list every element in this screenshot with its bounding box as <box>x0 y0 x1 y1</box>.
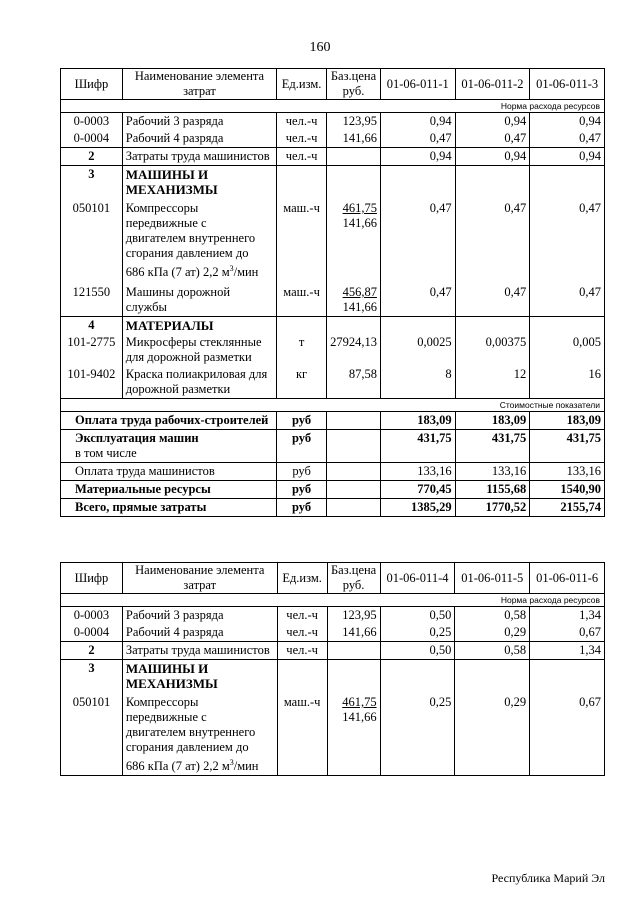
cell-value: 0,47 <box>380 200 455 281</box>
cell-code: 0-0003 <box>61 113 123 131</box>
cell-price: 123,95 <box>327 607 380 625</box>
cell-unit: чел.-ч <box>277 642 327 660</box>
cell-value: 0,25 <box>380 624 455 642</box>
name-line: сгорания давлением до <box>125 740 249 754</box>
name-line: Компрессоры <box>125 695 199 709</box>
summary-row <box>61 463 605 481</box>
name-line: сгорания давлением до <box>125 246 249 260</box>
cost-label-row <box>61 399 605 412</box>
cell-unit: кг <box>277 366 327 399</box>
name-line: 686 кПа (7 ат) 2,2 $м^3$/мин <box>125 264 259 280</box>
cell-value: 0,005 <box>530 334 605 366</box>
header-col-3: 01-06-011-3 <box>530 69 605 100</box>
cell-value: 0,29 <box>455 694 530 776</box>
cell-value: 0,94 <box>530 113 605 131</box>
cell-value: 0,29 <box>455 624 530 642</box>
summary-value: 133,16 <box>455 463 530 481</box>
table-row <box>61 366 605 399</box>
table-row <box>61 317 605 335</box>
cell-value: 1,34 <box>530 642 605 660</box>
cell-code: 0-0004 <box>61 130 123 148</box>
cell-code: 2 <box>61 148 123 166</box>
table-row <box>61 113 605 131</box>
cell-value: 0,50 <box>380 642 455 660</box>
name-line: передвижные с <box>125 216 207 230</box>
cell-unit: чел.-ч <box>277 148 327 166</box>
cell-price: 87,58 <box>327 366 381 399</box>
cell-code: 4 <box>61 317 123 335</box>
cell-code: 101-2775 <box>61 334 123 366</box>
cell-value: 0,94 <box>455 148 530 166</box>
cell-value: 0,94 <box>380 148 455 166</box>
summary-unit: руб <box>277 430 327 463</box>
summary-row <box>61 430 605 463</box>
summary-name: Всего, прямые затраты <box>61 499 277 517</box>
cell-name: Рабочий 4 разряда <box>122 130 276 148</box>
cell-unit: т <box>277 334 327 366</box>
cell-value: 16 <box>530 366 605 399</box>
name-line: двигателем внутреннего <box>125 231 256 245</box>
cell-code: 3 <box>61 166 123 201</box>
table-header-row <box>61 563 605 594</box>
resource-table-2 <box>60 562 605 776</box>
name-line: передвижные с <box>125 710 207 724</box>
cell-name: Краска полиакриловая для дорожной разметки <box>122 366 276 399</box>
header-code: Шифр <box>61 69 123 100</box>
header-name: Наименование элемента затрат <box>122 563 277 594</box>
header-col-1: 01-06-011-4 <box>380 563 455 594</box>
header-unit: Ед.изм. <box>277 69 327 100</box>
cell-value: 0,47 <box>455 200 530 281</box>
cell-value: 0,47 <box>530 200 605 281</box>
header-col-1: 01-06-011-1 <box>380 69 455 100</box>
summary-name: Материальные ресурсы <box>61 481 277 499</box>
cell-price: 123,95 <box>327 113 381 131</box>
cell-value: 1,34 <box>530 607 605 625</box>
cell-value: 0,25 <box>380 694 455 776</box>
cell-value: 0,47 <box>455 130 530 148</box>
table-row <box>61 166 605 201</box>
summary-unit: руб <box>277 481 327 499</box>
summary-row <box>61 481 605 499</box>
summary-row <box>61 499 605 517</box>
cell-value: 0,00375 <box>455 334 530 366</box>
cell-unit: маш.-ч <box>277 694 327 776</box>
cell-code: 050101 <box>61 200 123 281</box>
cell-value: 12 <box>455 366 530 399</box>
cell-price: 141,66 <box>327 624 380 642</box>
cell-name: Затраты труда машинистов <box>122 148 276 166</box>
section-heading: МАТЕРИАЛЫ <box>122 317 276 335</box>
summary-value: 1770,52 <box>455 499 530 517</box>
section-heading: МАШИНЫ И МЕХАНИЗМЫ <box>122 660 277 695</box>
cell-name <box>122 694 277 776</box>
cell-value: 0,58 <box>455 642 530 660</box>
table-row <box>61 660 605 695</box>
summary-value: 431,75 <box>530 430 605 463</box>
cell-name: Микросферы стеклянные для дорожной разметки <box>122 334 276 366</box>
cell-name: Затраты труда машинистов <box>122 642 277 660</box>
summary-value: 183,09 <box>530 412 605 430</box>
table-row <box>61 200 605 281</box>
summary-unit: руб <box>277 499 327 517</box>
cell-price: 461,75 141,66 <box>327 694 380 776</box>
table-header-row <box>61 69 605 100</box>
table-row <box>61 281 605 317</box>
cell-value: 0,47 <box>380 281 455 317</box>
cell-value: 0,50 <box>380 607 455 625</box>
page-number: 160 <box>309 40 331 55</box>
summary-value: 1155,68 <box>455 481 530 499</box>
name-line: двигателем внутреннего <box>125 725 256 739</box>
cell-unit: чел.-ч <box>277 607 327 625</box>
header-col-3: 01-06-011-6 <box>530 563 605 594</box>
cell-name: Рабочий 3 разряда <box>122 113 276 131</box>
cell-unit: маш.-ч <box>277 281 327 317</box>
footer-region: Республика Марий Эл <box>491 871 605 885</box>
norm-label: Норма расхода ресурсов <box>61 100 605 113</box>
summary-value: 183,09 <box>455 412 530 430</box>
cell-code: 121550 <box>61 281 123 317</box>
cell-value: 0,47 <box>380 130 455 148</box>
summary-unit: руб <box>277 463 327 481</box>
cost-label: Стоимостные показатели <box>61 399 605 412</box>
cell-unit: чел.-ч <box>277 113 327 131</box>
summary-name: Эксплуатация машин в том числе <box>61 430 277 463</box>
summary-value: 133,16 <box>380 463 455 481</box>
cell-value: 0,67 <box>530 694 605 776</box>
summary-name: Оплата труда машинистов <box>61 463 277 481</box>
summary-row <box>61 412 605 430</box>
cell-code: 2 <box>61 642 123 660</box>
header-col-2: 01-06-011-5 <box>455 563 530 594</box>
cell-value: 0,94 <box>380 113 455 131</box>
table-row <box>61 130 605 148</box>
table-row <box>61 624 605 642</box>
summary-value: 431,75 <box>380 430 455 463</box>
cell-code: 3 <box>61 660 123 695</box>
summary-value: 1540,90 <box>530 481 605 499</box>
summary-value: 2155,74 <box>530 499 605 517</box>
cell-name: Рабочий 3 разряда <box>122 607 277 625</box>
cell-value: 0,94 <box>455 113 530 131</box>
summary-unit: руб <box>277 412 327 430</box>
norm-label-row <box>61 594 605 607</box>
cell-unit: маш.-ч <box>277 200 327 281</box>
cell-code: 101-9402 <box>61 366 123 399</box>
cell-code: 0-0004 <box>61 624 123 642</box>
cell-name <box>122 200 276 281</box>
cell-value: 0,47 <box>530 281 605 317</box>
header-col-2: 01-06-011-2 <box>455 69 530 100</box>
summary-value: 1385,29 <box>380 499 455 517</box>
cell-code: 050101 <box>61 694 123 776</box>
table-row <box>61 642 605 660</box>
cell-code: 0-0003 <box>61 607 123 625</box>
resource-table-1 <box>60 68 605 517</box>
cell-price: 141,66 <box>327 130 381 148</box>
cell-value: 0,67 <box>530 624 605 642</box>
table-row <box>61 607 605 625</box>
norm-label-row <box>61 100 605 113</box>
cell-price: 27924,13 <box>327 334 381 366</box>
cell-name: Машины дорожной службы <box>122 281 276 317</box>
table-row <box>61 694 605 776</box>
section-heading: МАШИНЫ И МЕХАНИЗМЫ <box>122 166 276 201</box>
header-unit: Ед.изм. <box>277 563 327 594</box>
cell-value: 0,0025 <box>380 334 455 366</box>
name-line: Компрессоры <box>125 201 199 215</box>
name-line: 686 кПа (7 ат) 2,2 $м^3$/мин <box>125 758 259 774</box>
cell-price: 461,75 141,66 <box>327 200 381 281</box>
norm-label: Норма расхода ресурсов <box>61 594 605 607</box>
cell-name: Рабочий 4 разряда <box>122 624 277 642</box>
cell-value: 0,47 <box>455 281 530 317</box>
summary-value: 183,09 <box>380 412 455 430</box>
cell-value: 0,58 <box>455 607 530 625</box>
summary-value: 431,75 <box>455 430 530 463</box>
summary-value: 133,16 <box>530 463 605 481</box>
table-row <box>61 148 605 166</box>
cell-price: 456,87 141,66 <box>327 281 381 317</box>
table-row <box>61 334 605 366</box>
cell-unit: чел.-ч <box>277 130 327 148</box>
cell-value: 0,94 <box>530 148 605 166</box>
header-code: Шифр <box>61 563 123 594</box>
header-price: Баз.цена руб. <box>327 69 381 100</box>
cell-value: 8 <box>380 366 455 399</box>
summary-name: Оплата труда рабочих-строителей <box>61 412 277 430</box>
header-name: Наименование элемента затрат <box>122 69 276 100</box>
cell-value: 0,47 <box>530 130 605 148</box>
header-price: Баз.цена руб. <box>327 563 380 594</box>
summary-value: 770,45 <box>380 481 455 499</box>
cell-unit: чел.-ч <box>277 624 327 642</box>
